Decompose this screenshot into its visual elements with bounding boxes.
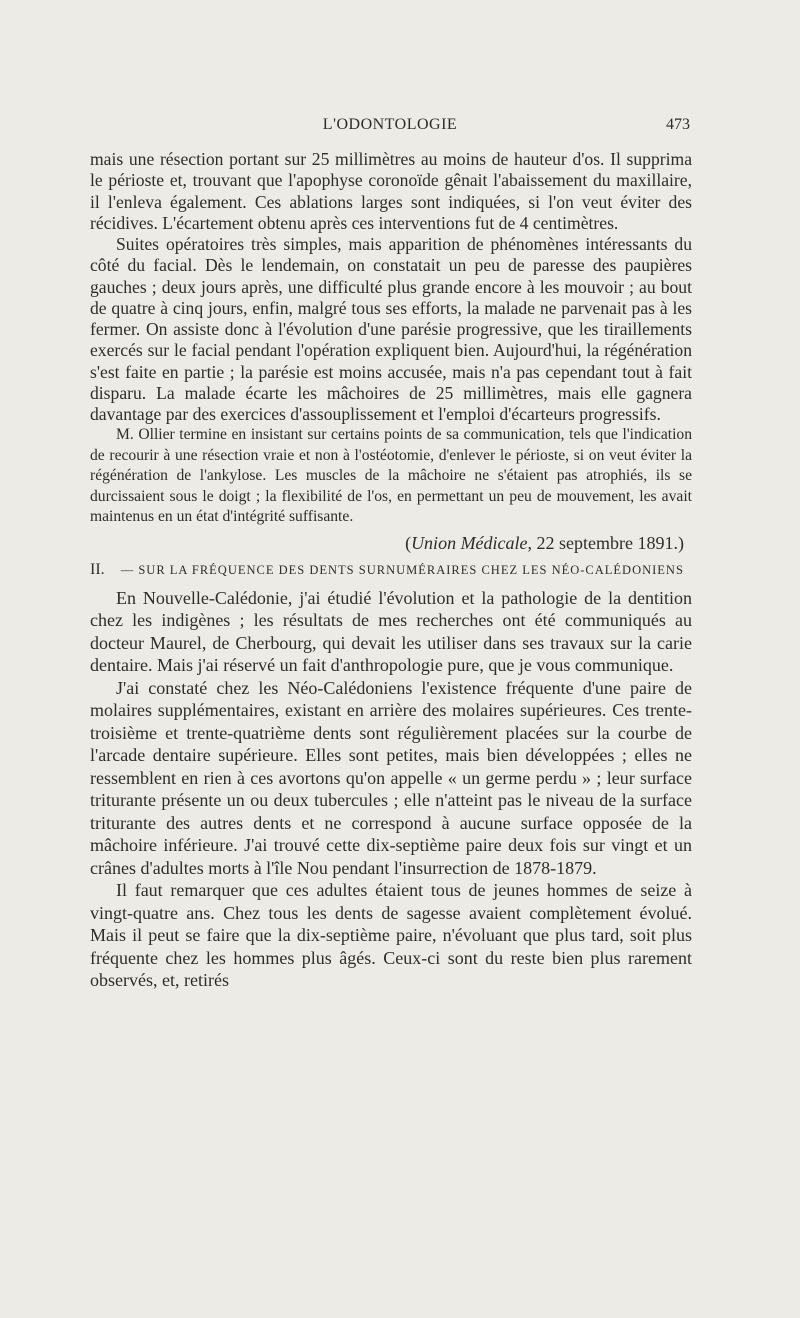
citation [90,531,692,555]
section-dash: — [120,562,135,577]
paragraph-2: Suites opératoires très simples, mais apparition de phénomènes intéressants du côté du facial. Dès le lendemain, on constatait un peu de paresse des paupières gauches ; deux jours après, une difficulté plus grande encore à les mouvoir ; au bout de quatre à cinq jours, enfin, malgré tous ses efforts, la malade ne parvenait pas à les fermer. On assiste donc à l'évolution d'une parésie progressive, que les tiraillements exercés sur le facial pendant l'opération expliquent bien. Aujourd'hui, la régénération s'est faite en partie ; la parésie est moins accusée, mais n'a pas cependant tout à fait disparu. La malade écarte les mâchoires de 25 millimètres, mais elle gagnera davantage par des exercices d'assouplissement et l'emploi d'écarteurs progressifs. [90,234,692,424]
paragraph-1: mais une résection portant sur 25 millimètres au moins de hauteur d'os. Il supprima le périoste et, trouvant que l'apophyse coronoïde gênait l'abaissement du maxillaire, il l'enleva également. Ces ablations larges sont indiquées, si l'on veut éviter des récidives. L'écartement obtenu après ces interventions fut de 4 centimètres. [90,149,692,233]
section-heading [90,561,692,579]
paragraph-4: En Nouvelle-Calédonie, j'ai étudié l'évolution et la pathologie de la dentition chez les indigènes ; les résultats de mes recherches ont été communiqués au docteur Maurel, de Cherbourg, qui devait les utiliser dans ses travaux sur la carie dentaire. Mais j'ai réservé un fait d'anthropologie pure, que je vous communique. [90,587,692,676]
citation-journal: Union Médicale [411,532,528,553]
citation-open: ( [405,532,412,553]
paragraph-3: M. Ollier termine en insistant sur certains points de sa communication, tels que l'indication de recourir à une résection vraie et non à l'ostéotomie, d'enlever le périoste, si on veut éviter la régénération de l'ankylose. Les muscles de la mâchoire ne s'étaient pas atrophiés, ils se durcissaient sous le doigt ; la flexibilité de l'os, en permettant un peu de mouvement, les avait maintenus en un état d'intégrité suffisante. [90,426,692,526]
paragraph-5: J'ai constaté chez les Néo-Calédoniens l'existence fréquente d'une paire de molaires supplémentaires, existant en arrière des molaires supérieures. Ces trente-troisième et trente-quatrième dents sont régulièrement placées sur la courbe de l'arcade dentaire supérieure. Elles sont petites, mais bien développées ; elles ne ressemblent en rien à ces avortons qu'on appelle « un germe perdu » ; leur surface triturante présente un ou deux tubercules ; elle n'atteint pas le niveau de la surface triturante des autres dents et ne correspond à aucune surface opposée de la mâchoire inférieure. J'ai trouvé cette dix-septième paire deux fois sur vingt et un crânes d'adultes morts à l'île Nou pendant l'insurrection de 1878-1879. [90,677,692,878]
section-number: II. [90,560,105,578]
section-title: SUR LA FRÉQUENCE DES DENTS SURNUMÉRAIRES CHEZ LES NÉO-CALÉDONIENS [138,562,684,577]
citation-date: , 22 septembre 1891.) [527,532,684,553]
page-number: 473 [666,116,690,133]
page-body [90,149,692,992]
paragraph-6: Il faut remarquer que ces adultes étaient tous de jeunes hommes de seize à vingt-quatre ans. Chez tous les dents de sagesse avaient complètement évolué. Mais il peut se faire que la dix-septième paire, n'évoluant que plus tard, soit plus fréquente chez les hommes plus âgés. Ceux-ci sont du reste bien plus rarement observés, et, retirés [90,880,692,991]
page-header [90,116,690,140]
running-title: L'ODONTOLOGIE [322,116,458,133]
